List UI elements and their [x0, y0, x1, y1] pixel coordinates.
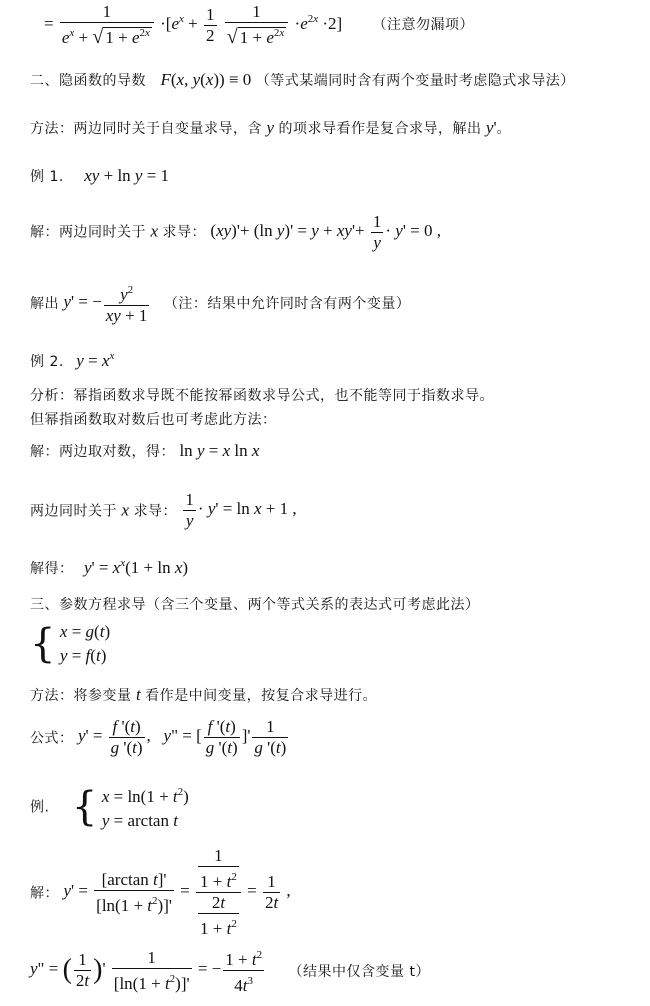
solution-2-result: 解得： $y' = x^x(1 + \ln x)$	[30, 557, 189, 577]
analysis-line-2: 但幂指函数取对数后也可考虑此方法：	[30, 412, 277, 428]
solution-1-result: 解出 y' = − $\frac{y^2}{xy + 1}$ （注：结果中允许同时含有两个变量）	[30, 280, 410, 326]
section2-heading: 二、隐函数的导数 F(x, y(x)) ≡ 0 （等式某端同时含有两个变量时考虑隐式求导法）	[30, 70, 575, 89]
formula-top: = $\frac{1}{e^x + √ 1 + e^{2x}}$ $\cdot[e^x$ + $\frac{1}{2}$ $\frac{1}{√ 1 + e^{2x}}$ $\cdot e^{2x} \cdot 2$] （注意勿漏项）	[44, 2, 474, 48]
example-3: 例. { $x = \ln(1 + t^2)$ y = arctan t	[30, 783, 189, 830]
method-parametric: 方法：将参变量 t 看作是中间变量，按复合求导进行。	[30, 685, 378, 704]
analysis-line-1: 分析：幂指函数求导既不能按幂函数求导公式，也不能等同于指数求导。	[30, 388, 494, 404]
parametric-formula: 公式： y' = $\frac{f '(t)}{g '(t)}$ , y" = [ $\frac{f '(t)}{g '(t)}$ ]' $\frac{1}{g '(t)}$	[30, 717, 287, 757]
solution-2: 解：两边取对数，得： ln y = x ln x	[30, 441, 260, 460]
parametric-system: { x = g(t) y = f(t)	[30, 621, 111, 667]
solution-3-second: y" = ( $\frac{1}{2t}$ )' $\frac{1}{[\ln(1 + t^2)]'}$ = − $\frac{1 + t^2}{4t^3}$ （结果中仅含变量 t）	[30, 945, 430, 996]
method-implicit: 方法：两边同时关于自变量求导，含 y 的项求导看作是复合求导，解出 y'。	[30, 118, 512, 137]
example-1: 例 1. xy + ln y = 1	[30, 166, 170, 185]
solution-1: 解：两边同时关于 x 求导： (xy)'+ (ln y)' = y + xy'+ $\frac{1}{y}$ · y' = 0 ,	[30, 212, 441, 252]
solution-3: 解： y' = $\frac{\text{[arctan t]'}}{[\ln(1 + t^2)]'}$ = $\frac{\frac{1}{1 + t^2}}{\frac{2t}{1 + t^2}}$ = $\frac{1}{2t}$ ,	[30, 846, 291, 938]
note-no-missing-terms: （注意勿漏项）	[372, 16, 474, 33]
example-2: 例 2. $y = x^x$	[30, 350, 115, 370]
section3-heading: 三、参数方程求导（含三个变量、两个等式关系的表达式可考虑此法）	[30, 597, 480, 613]
solution-2-derivative: 两边同时关于 x 求导： $\frac{1}{y}$ · y' = ln x + 1 ,	[30, 490, 297, 530]
